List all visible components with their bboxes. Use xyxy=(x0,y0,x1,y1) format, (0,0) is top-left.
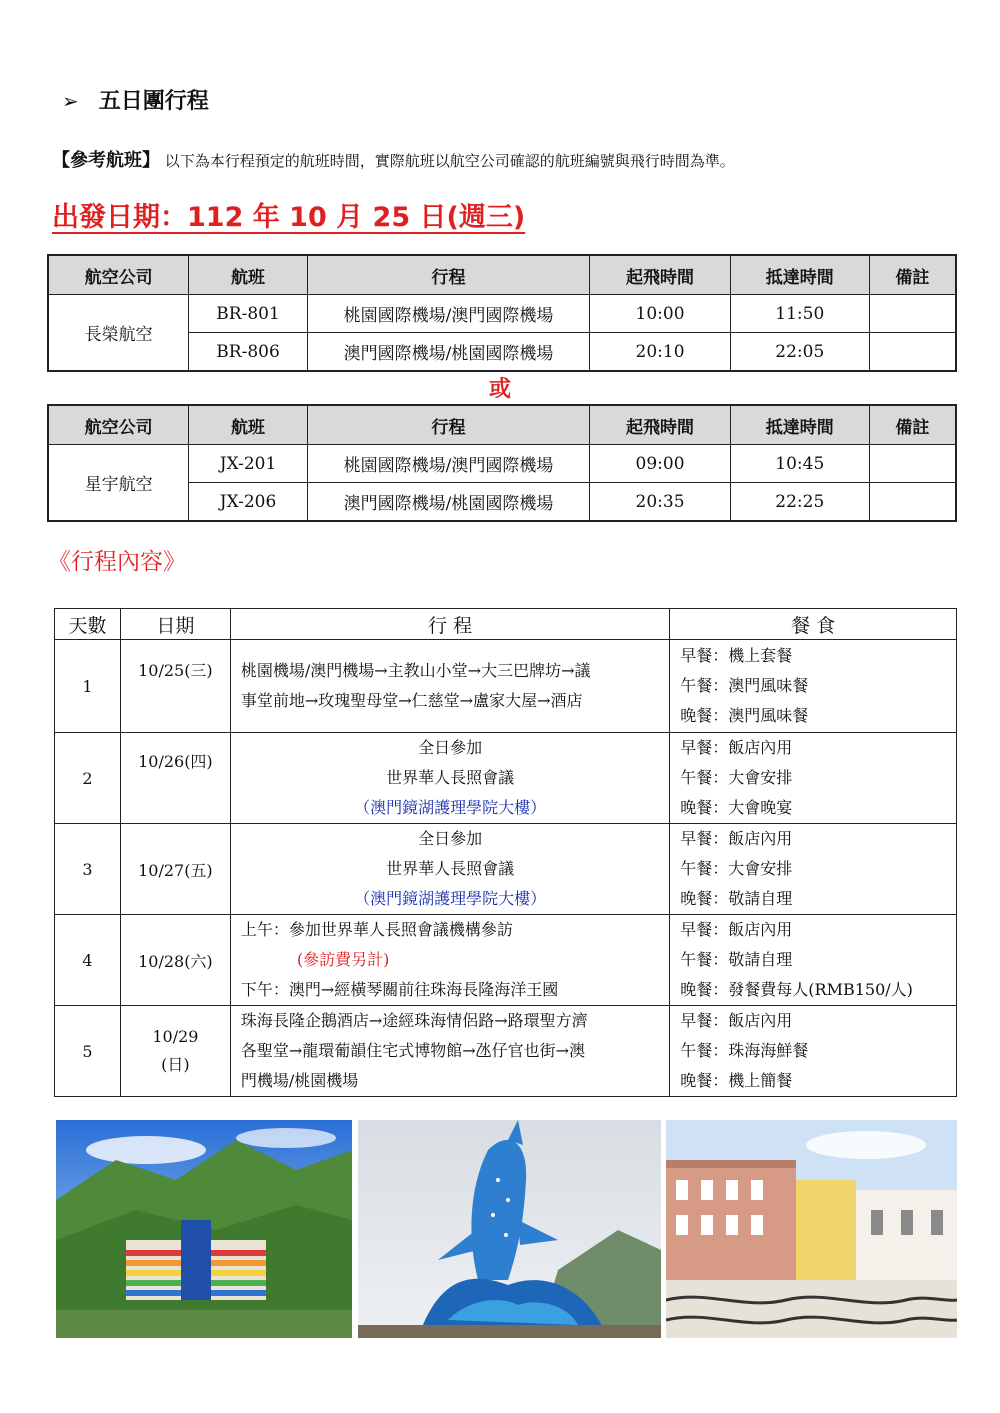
or-separator: 或 xyxy=(488,377,511,402)
reference-text: 以下為本行程預定的航班時間，實際航班以航空公司確認的航班編號與飛行時間為準。 xyxy=(164,152,735,170)
flight-number: BR-806 xyxy=(189,333,308,372)
itinerary-header xyxy=(55,609,957,640)
route-line: 上午：參加世界華人長照會議機構參訪 xyxy=(240,920,513,939)
photo-whale-shark-statue xyxy=(358,1120,661,1338)
flight-note xyxy=(869,483,956,522)
flight-note xyxy=(869,295,956,333)
day-route xyxy=(230,915,669,1006)
header-airline: 航空公司 xyxy=(48,255,189,295)
flight-table-2 xyxy=(47,404,957,522)
arrow-bullet-icon: ➢ xyxy=(62,89,79,113)
day-number: 1 xyxy=(55,640,121,733)
meal-breakfast: 早餐：飯店內用 xyxy=(680,738,793,757)
arrive-time: 22:25 xyxy=(730,483,869,522)
route-line: 門機場/桃園機場 xyxy=(240,1071,359,1090)
day-number: 3 xyxy=(55,824,121,915)
table-row xyxy=(55,915,957,1006)
day-meals xyxy=(670,1006,957,1097)
flight-route: 桃園國際機場/澳門國際機場 xyxy=(307,445,589,483)
depart-time: 20:10 xyxy=(590,333,731,372)
meal-breakfast: 早餐：機上套餐 xyxy=(680,646,793,665)
itinerary-title: 《行程內容》 xyxy=(48,549,186,575)
header-airline: 航空公司 xyxy=(48,405,189,445)
route-line: 世界華人長照會議 xyxy=(386,859,515,878)
arrive-time: 10:45 xyxy=(730,445,869,483)
senado-square-image xyxy=(666,1120,957,1338)
flight-table-header xyxy=(48,255,956,295)
venue-note: （澳門鏡湖護理學院大樓） xyxy=(354,798,547,817)
day-date: 10/26(四) xyxy=(120,733,230,824)
day-number: 5 xyxy=(55,1006,121,1097)
fee-note: (參訪費另計) xyxy=(296,950,390,969)
hotel-landscape-image xyxy=(56,1120,352,1338)
header-flight: 航班 xyxy=(189,255,308,295)
header-meals: 餐 食 xyxy=(670,609,957,640)
flight-route: 澳門國際機場/桃園國際機場 xyxy=(307,483,589,522)
day-route xyxy=(230,640,669,733)
day-meals xyxy=(670,733,957,824)
depart-time: 10:00 xyxy=(590,295,731,333)
date-line: 10/29 xyxy=(152,1027,199,1046)
header-day: 天數 xyxy=(55,609,121,640)
airline-name: 星宇航空 xyxy=(48,445,189,522)
header-date: 日期 xyxy=(120,609,230,640)
meal-lunch: 午餐：大會安排 xyxy=(680,859,793,878)
header-depart: 起飛時間 xyxy=(590,405,731,445)
arrive-time: 11:50 xyxy=(730,295,869,333)
day-meals xyxy=(670,915,957,1006)
venue-note: （澳門鏡湖護理學院大樓） xyxy=(354,889,547,908)
header-depart: 起飛時間 xyxy=(590,255,731,295)
header-route: 行程 xyxy=(307,405,589,445)
header-arrive: 抵達時間 xyxy=(730,255,869,295)
header-route: 行程 xyxy=(307,255,589,295)
flight-table-1 xyxy=(47,254,957,372)
header-note: 備註 xyxy=(869,405,956,445)
day-number: 4 xyxy=(55,915,121,1006)
table-row xyxy=(55,733,957,824)
reference-tag: 【參考航班】 xyxy=(52,150,160,171)
table-row xyxy=(55,640,957,733)
table-row xyxy=(55,824,957,915)
route-line: 全日參加 xyxy=(418,829,483,848)
meal-dinner: 晚餐：大會晚宴 xyxy=(680,798,793,817)
meal-dinner: 晚餐：澳門風味餐 xyxy=(680,706,809,725)
flight-table-header xyxy=(48,405,956,445)
flight-route: 桃園國際機場/澳門國際機場 xyxy=(307,295,589,333)
itinerary-table xyxy=(54,608,957,1097)
day-route xyxy=(230,824,669,915)
reference-note xyxy=(52,146,972,172)
day-date xyxy=(120,1006,230,1097)
day-date: 10/25(三) xyxy=(120,640,230,733)
route-line: 各聖堂→龍環葡韻住宅式博物館→氹仔官也街→澳 xyxy=(240,1041,586,1060)
depart-time: 09:00 xyxy=(590,445,731,483)
day-meals xyxy=(670,640,957,733)
flight-number: BR-801 xyxy=(189,295,308,333)
weekday-line: (日) xyxy=(161,1055,190,1074)
flight-note xyxy=(869,445,956,483)
heading-text: 五日團行程 xyxy=(98,89,209,114)
meal-dinner: 晚餐：敬請自理 xyxy=(680,889,793,908)
route-line: 事堂前地→玫瑰聖母堂→仁慈堂→盧家大屋→酒店 xyxy=(240,691,583,710)
route-line: 全日參加 xyxy=(418,738,483,757)
route-line: 世界華人長照會議 xyxy=(386,768,515,787)
departure-date: 出發日期：112 年 10 月 25 日(週三) xyxy=(52,202,526,233)
meal-lunch: 午餐：澳門風味餐 xyxy=(680,676,809,695)
route-line: 桃園機場/澳門機場→主教山小堂→大三巴牌坊→議 xyxy=(240,661,591,680)
meal-dinner: 晚餐：發餐費每人(RMB150/人) xyxy=(680,980,913,999)
section-heading xyxy=(62,84,209,115)
depart-time: 20:35 xyxy=(590,483,731,522)
meal-breakfast: 早餐：飯店內用 xyxy=(680,829,793,848)
day-number: 2 xyxy=(55,733,121,824)
day-route xyxy=(230,1006,669,1097)
day-date: 10/27(五) xyxy=(120,824,230,915)
meal-breakfast: 早餐：飯店內用 xyxy=(680,1011,793,1030)
table-row xyxy=(48,295,956,333)
flight-number: JX-206 xyxy=(189,483,308,522)
day-meals xyxy=(670,824,957,915)
meal-lunch: 午餐：珠海海鮮餐 xyxy=(680,1041,809,1060)
photo-senado-square xyxy=(666,1120,957,1338)
header-route: 行 程 xyxy=(230,609,669,640)
route-line: 下午：澳門→經橫琴關前往珠海長隆海洋王國 xyxy=(240,980,559,999)
route-line: 珠海長隆企鵝酒店→途經珠海情侶路→路環聖方濟 xyxy=(240,1011,588,1030)
meal-lunch: 午餐：敬請自理 xyxy=(680,950,793,969)
header-note: 備註 xyxy=(869,255,956,295)
meal-dinner: 晚餐：機上簡餐 xyxy=(680,1071,793,1090)
header-arrive: 抵達時間 xyxy=(730,405,869,445)
flight-number: JX-201 xyxy=(189,445,308,483)
day-route xyxy=(230,733,669,824)
arrive-time: 22:05 xyxy=(730,333,869,372)
photo-ocean-kingdom-hotel xyxy=(56,1120,352,1338)
whale-shark-image xyxy=(358,1120,661,1338)
table-row xyxy=(48,445,956,483)
table-row xyxy=(55,1006,957,1097)
flight-note xyxy=(869,333,956,372)
airline-name: 長榮航空 xyxy=(48,295,189,372)
header-flight: 航班 xyxy=(189,405,308,445)
day-date: 10/28(六) xyxy=(120,915,230,1006)
flight-route: 澳門國際機場/桃園國際機場 xyxy=(307,333,589,372)
meal-breakfast: 早餐：飯店內用 xyxy=(680,920,793,939)
meal-lunch: 午餐：大會安排 xyxy=(680,768,793,787)
